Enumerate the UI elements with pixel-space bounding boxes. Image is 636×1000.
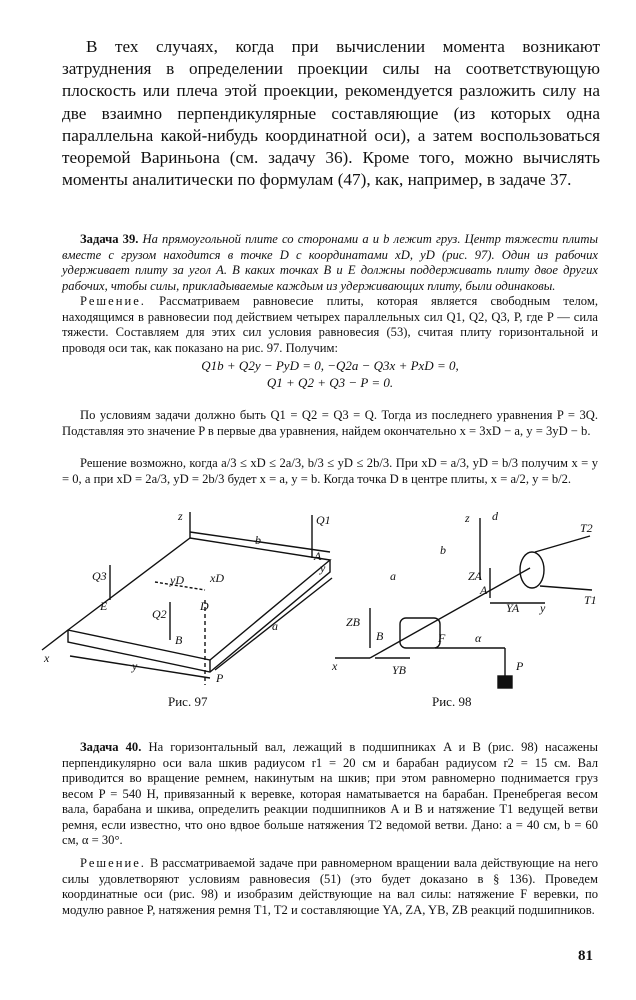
page-number: 81 <box>578 948 593 964</box>
fig97-label-b: b <box>255 533 261 547</box>
fig97-label-q2: Q2 <box>152 607 167 621</box>
fig97-label-p: P <box>216 671 224 685</box>
fig97-label-b-point: B <box>175 633 183 647</box>
fig98-label-z: z <box>465 511 470 525</box>
fig97-label-a: a <box>272 619 278 633</box>
pulley <box>520 552 544 588</box>
equation-2: Q1 + Q2 + Q3 − P = 0. <box>266 375 394 390</box>
task-39-label: Задача 39. <box>80 232 139 246</box>
fig98-label-t2: T2 <box>580 521 593 535</box>
task-39-possible: Решение возможно, когда a/3 ≤ xD ≤ 2a/3, b/3 ≤ yD ≤ 2b/3. При xD = a/3, yD = b/3 получим x = y = 0, а при xD = 2a/3, yD = 2b/3 будет x = a, y = b. Когда точка D в центре плиты, x = a/2, y = b/2. <box>62 456 598 486</box>
x-axis <box>42 630 68 650</box>
fig98-label-t1: T1 <box>584 593 597 607</box>
task-40-solution-text: В рассматриваемой задаче при равномерном вращении вала действующие на него силы удовлетворяют условиям равновесия (51) (это будет доказано в § 136). Проведем координатные оси (рис. 98) и изобразим действующие на вал силы: натяжение F веревки, по модулю равное P, натяжения ремня T1, T2 и составляющие YA, ZA, YB, ZB реакций подшипников. <box>62 856 598 917</box>
plate-front-edge <box>68 560 330 672</box>
figure-98-caption: Рис. 98 <box>432 694 472 709</box>
fig97-label-y: y <box>132 659 138 673</box>
fig98-label-f: F <box>438 631 446 645</box>
fig97-label-y-axis: y <box>320 561 326 575</box>
fig98-label-x: x <box>332 659 338 673</box>
fig98-label-y: y <box>540 601 546 615</box>
fig97-label-d-point: D <box>200 599 209 613</box>
figure-97 <box>40 510 340 690</box>
task-39-statement <box>62 232 598 294</box>
fig97-label-e-point: E <box>100 599 108 613</box>
fig97-label-yd: yD <box>170 573 184 587</box>
fig98-label-d: d <box>492 509 498 523</box>
fig97-label-q1: Q1 <box>316 513 331 527</box>
equation-1: Q1b + Q2y − PyD = 0, −Q2a − Q3x + PxD = 0, <box>201 358 459 373</box>
fig98-label-zb: ZB <box>346 615 361 629</box>
fig98-label-a-point: A <box>480 583 488 597</box>
task-39-solution-label: Решение. <box>80 294 146 308</box>
fig98-label-za: ZA <box>468 569 483 583</box>
figure-97-caption: Рис. 97 <box>168 694 208 709</box>
fig97-label-q3: Q3 <box>92 569 107 583</box>
fig98-label-b-point: B <box>376 629 384 643</box>
belt-t1 <box>540 586 592 590</box>
task-39-text: На прямоугольной плите со сторонами a и b лежит груз. Центр тяжести плиты вместе с грузом находится в точке D с координатами xD, yD (рис. 97). Один из рабочих удерживает плиту за угол A. В каких точках B и E должны поддерживать плиту двое других рабочих, чтобы силы, прикладываемые каждым из удерживающих плиту, были одинаковы. <box>62 232 598 293</box>
fig97-label-z: z <box>178 510 183 523</box>
task-40-solution <box>62 856 598 918</box>
fig98-label-ya: YA <box>506 601 520 615</box>
belt-t2 <box>535 536 590 552</box>
task-39-conditions: По условиям задачи должно быть Q1 = Q2 = Q3 = Q. Тогда из последнего уравнения P = 3Q. Подставляя это значение P в первые два уравнения, найдем окончательно x = 3xD − a, y = 3yD − b. <box>62 408 598 438</box>
figure-98 <box>330 508 600 690</box>
weight <box>498 676 512 688</box>
fig98-label-a: a <box>390 569 396 583</box>
fig97-label-xd: xD <box>210 571 224 585</box>
fig97-label-a-point: A <box>314 549 322 563</box>
fig98-label-b: b <box>440 543 446 557</box>
task-40-statement <box>62 740 598 849</box>
fig98-label-p: P <box>516 659 524 673</box>
task-39-solution <box>62 294 598 356</box>
fig97-label-x: x <box>44 651 50 665</box>
task-40-solution-label: Решение. <box>80 856 146 870</box>
fig98-label-yb: YB <box>392 663 407 677</box>
intro-paragraph: В тех случаях, когда при вычислении момента возникают затруднения в определении проекции силы на соответствующую плоскость или плеча этой проекции, рекомендуется разложить силу на две взаимно перпендикулярные составляющие (из которых одна параллельна какой-нибудь координатной оси), а затем воспользоваться теоремой Вариньона (см. задачу 36). Кроме того, можно вычислять моменты аналитически по формулам (47), как, например, в задаче 37. <box>62 37 600 190</box>
fig98-label-alpha: α <box>475 631 482 645</box>
task-39-solution-text: Рассматриваем равновесие плиты, которая является свободным телом, находящимся в равновесии под действием четырех параллельных сил Q1, Q2, Q3, P, где P — сила тяжести. Составляем для этих сил условия равновесия (53), считая плиту горизонтальной и проводя оси так, как показано на рис. 97. Получим: <box>62 294 598 355</box>
task-40-text: На горизонтальный вал, лежащий в подшипниках A и B (рис. 98) насажены перпендикулярно оси вала шкив радиусом r1 = 20 см и барабан радиусом r2 = 15 см. Вал приводится во вращение ремнем, накинутым на шкив; при этом равномерно поднимается груз весом P = 540 Н, привязанный к веревке, которая наматывается на барабан. Пренебрегая весом вала, барабана и шкива, определить реакции подшипников A и B и натяжение T1 ведущей ветви ремня, если известно, что оно вдвое больше натяжения T2 ведомой ветви. Дано: a = 40 см, b = 60 см, α = 30°. <box>62 740 598 847</box>
task-40-label: Задача 40. <box>80 740 142 754</box>
